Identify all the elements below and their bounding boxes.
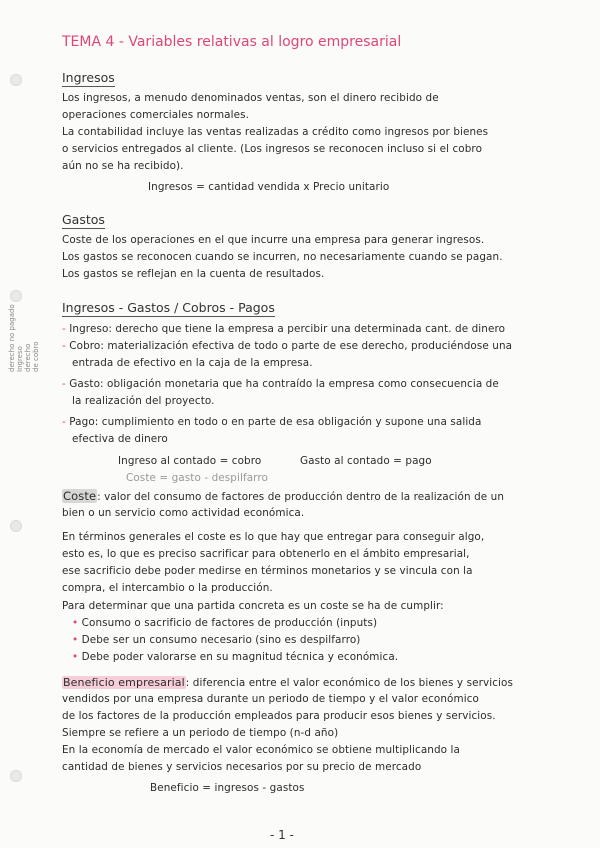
text-line: Los gastos se reconocen cuando se incurren, no necesariamente cuando se pagan. <box>62 251 503 263</box>
text-line: o servicios entregados al cliente. (Los ingresos se reconocen incluso si el cobro <box>62 143 483 155</box>
text-line: aún no se ha recibido). <box>62 160 184 172</box>
definition-ingreso: - Ingreso: derecho que tiene la empresa a percibir una determinada cant. de dinero <box>62 323 506 335</box>
definition-cobro: - Cobro: materialización efectiva de todo o parte de ese derecho, produciéndose una <box>62 340 513 352</box>
definition-beneficio: Beneficio empresarial: diferencia entre el valor económico de los bienes y servicios <box>63 676 513 689</box>
binder-hole <box>10 520 22 532</box>
bullet-item: • Consumo o sacrificio de factores de producción (inputs) <box>72 617 378 629</box>
text-line: efectiva de dinero <box>72 433 168 445</box>
term-label: Ingreso <box>69 323 109 335</box>
page-number: - 1 - <box>270 828 294 842</box>
text-line: Para determinar que una partida concreta es un coste se ha de cumplir: <box>62 600 444 612</box>
text-line: En la economía de mercado el valor económico se obtiene multiplicando la <box>62 744 460 756</box>
formula-ingresos: Ingresos = cantidad vendida x Precio unitario <box>148 181 390 193</box>
text-line: La contabilidad incluye las ventas realizadas a crédito como ingresos por bienes <box>62 126 489 138</box>
text-line: Coste de los operaciones en el que incurre una empresa para generar ingresos. <box>62 234 485 246</box>
binder-hole <box>10 74 22 86</box>
binder-hole <box>10 290 22 302</box>
text-line: operaciones comerciales normales. <box>62 109 250 121</box>
term-label: Cobro <box>69 340 101 352</box>
formula-ingreso-cobro: Ingreso al contado = cobro <box>118 455 262 467</box>
page-title: TEMA 4 - Variables relativas al logro empresarial <box>62 34 402 50</box>
text-line: esto es, lo que es preciso sacrificar para obtenerlo en el ámbito empresarial, <box>62 548 470 560</box>
formula-gasto-pago: Gasto al contado = pago <box>300 455 432 467</box>
heading-ingresos-gastos-cobros-pagos: Ingresos - Gastos / Cobros - Pagos <box>62 300 275 315</box>
text-line: entrada de efectivo en la caja de la empresa. <box>72 357 313 369</box>
bullet-item: • Debe ser un consumo necesario (sino es despilfarro) <box>72 634 361 646</box>
text-line: bien o un servicio como actividad económica. <box>62 507 305 519</box>
text-line: En términos generales el coste es lo que hay que entregar para conseguir algo, <box>62 531 485 543</box>
binder-hole <box>10 770 22 782</box>
text-line: Los ingresos, a menudo denominados ventas, son el dinero recibido de <box>62 92 439 104</box>
heading-beneficio: Beneficio empresarial <box>63 676 185 689</box>
text-line: cantidad de bienes y servicios necesarios por su precio de mercado <box>62 761 422 773</box>
heading-ingresos: Ingresos <box>62 70 115 85</box>
heading-coste: Coste <box>63 489 97 503</box>
heading-gastos: Gastos <box>62 212 105 227</box>
text-line: Los gastos se reflejan en la cuenta de resultados. <box>62 268 325 280</box>
text-line: compra, el intercambio o la producción. <box>62 582 273 594</box>
text-line: vendidos por una empresa durante un periodo de tiempo y el valor económico <box>62 693 479 705</box>
definition-coste: Coste: valor del consumo de factores de producción dentro de la realización de un <box>63 489 505 503</box>
definition-gasto: - Gasto: obligación monetaria que ha contraído la empresa como consecuencia de <box>62 378 499 390</box>
text-line: Siempre se refiere a un periodo de tiempo (n-d año) <box>62 727 339 739</box>
bullet-item: • Debe poder valorarse en su magnitud técnica y económica. <box>72 651 399 663</box>
text-line: la realización del proyecto. <box>72 395 215 407</box>
term-label: Pago <box>69 416 95 428</box>
text-line: ese sacrificio debe poder medirse en términos monetarios y se vincula con la <box>62 565 473 577</box>
text-line: de los factores de la producción empleados para producir esos bienes y servicios. <box>62 710 496 722</box>
term-label: Gasto <box>69 378 101 390</box>
formula-coste: Coste = gasto - despilfarro <box>126 472 268 484</box>
formula-beneficio: Beneficio = ingresos - gastos <box>150 782 305 794</box>
margin-annotation: derecho no pagado Ingreso derecho de cobro <box>8 304 40 372</box>
definition-pago: - Pago: cumplimiento en todo o en parte de esa obligación y supone una salida <box>62 416 482 428</box>
